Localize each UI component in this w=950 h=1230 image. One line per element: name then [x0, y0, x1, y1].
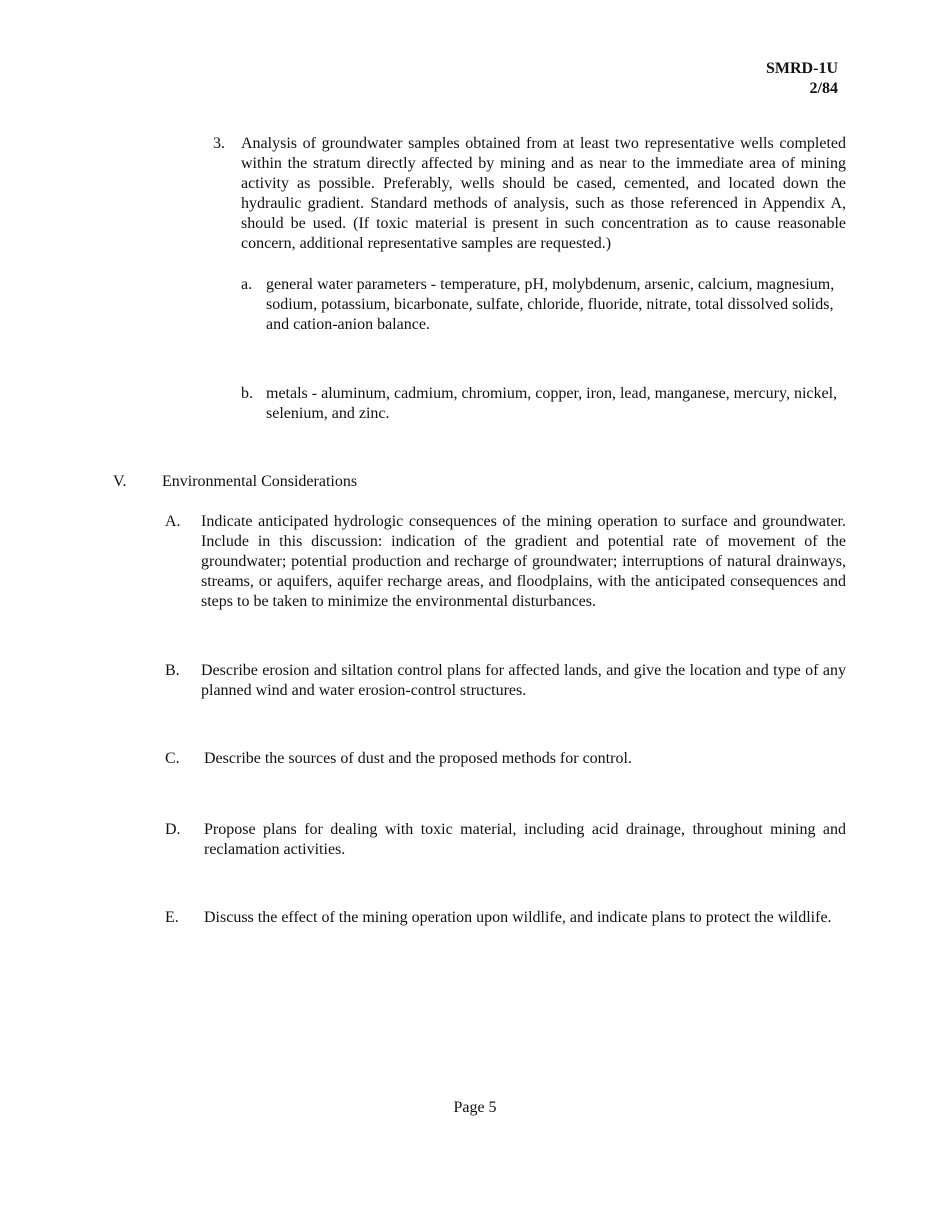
section-v-number: V. — [113, 473, 127, 490]
item-d-marker: D. — [165, 821, 181, 838]
item-3-number: 3. — [213, 135, 225, 152]
page-number: Page 5 — [453, 1099, 497, 1116]
item-e-text: Discuss the effect of the mining operation upon wildlife, and indicate plans to protect the wildlife. — [204, 909, 832, 926]
item-3a-text: general water parameters - temperature, pH, molybdenum, arsenic, calcium, magnesium, sodium, potassium, bicarbonate, sulfate, chloride, fluoride, nitrate, total dissolved solids, and cation-anion balance. — [266, 276, 835, 333]
item-3a-marker: a. — [241, 276, 253, 293]
item-3b-marker: b. — [241, 385, 253, 402]
item-c-marker: C. — [165, 750, 180, 767]
item-a-text: Indicate anticipated hydrologic consequences of the mining operation to surface and groundwater. Include in this discussion: indication of the gradient and potential rate of movement of the groundwater; potential production and recharge of groundwater; interruptions of natural drainways, streams, or aquifers, aquifer recharge areas, and floodplains, with the anticipated consequences and steps to be taken to minimize the environmental disturbances. — [201, 513, 846, 610]
section-v-title: Environmental Considerations — [162, 473, 358, 490]
item-a-marker: A. — [165, 513, 181, 530]
item-b-text: Describe erosion and siltation control plans for affected lands, and give the location and type of any planned wind and water erosion-control structures. — [201, 662, 846, 699]
document-code: SMRD-1U — [766, 60, 838, 77]
item-3b-text: metals - aluminum, cadmium, chromium, copper, iron, lead, manganese, mercury, nickel, selenium, and zinc. — [266, 385, 838, 422]
item-3-text: Analysis of groundwater samples obtained from at least two representative wells completed within the stratum directly affected by mining and as near to the immediate area of mining activity as possible. Preferably, wells should be cased, cemented, and located down the hydraulic gradient. Standard methods of analysis, such as those referenced in Appendix A, should be used. (If toxic material is present in such concentration as to cause reasonable concern, additional representative samples are requested.) — [241, 135, 846, 252]
item-d-text: Propose plans for dealing with toxic material, including acid drainage, throughout mining and reclamation activities. — [204, 821, 846, 858]
item-e-marker: E. — [165, 909, 179, 926]
item-b-marker: B. — [165, 662, 180, 679]
item-c-text: Describe the sources of dust and the proposed methods for control. — [204, 750, 632, 767]
document-date: 2/84 — [809, 80, 838, 97]
